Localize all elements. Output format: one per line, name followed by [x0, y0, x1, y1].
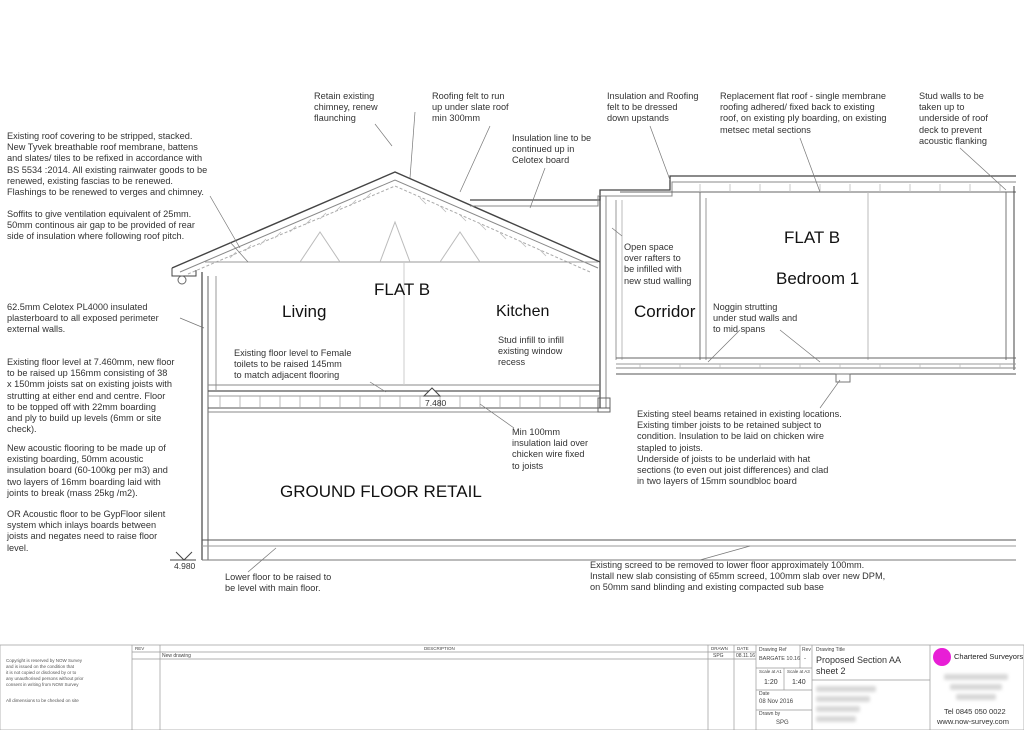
scale-a1-value: 1:20 — [764, 679, 778, 686]
level-upper: 7.480 — [425, 398, 447, 408]
note-female-toilets: Existing floor level to Female toilets to be raised 145mm to match adjacent flooring — [234, 348, 352, 381]
room-label-kitchen: Kitchen — [496, 303, 550, 320]
drawn-header: DRAWN — [711, 646, 728, 651]
note-existing-floor-level: Existing floor level at 7.460mm, new floor to be raised up 156mm consisting of 38 x 150mm joists sat on existing joists with strutting at either end and centre. Floor to be topped off with 22mm boarding and ply to build up levels (6mm or site check). — [7, 357, 175, 435]
level-lower: 4.980 — [174, 561, 196, 571]
note-celotex: 62.5mm Celotex PL4000 insulated plasterboard to all exposed perimeter external walls. — [7, 302, 159, 335]
room-label-living: Living — [282, 302, 327, 321]
scale-a3-label: Scale at A3 — [787, 669, 810, 674]
brand-logo-icon — [933, 648, 951, 666]
note-flat-roof: Replacement flat roof - single membrane roofing adhered/ fixed back to existing roof, on existing ply boarding, on existing metsec metal sections — [720, 91, 887, 135]
note-roofing-felt: Roofing felt to run up under slate roof min 300mm — [432, 91, 509, 124]
room-label-bedroom: Bedroom 1 — [776, 269, 860, 288]
note-screed: Existing screed to be removed to lower floor approximately 100mm. Install new slab consisting of 65mm screed, 100mm slab over new DPM, on 50mm sand blinding and existing compacted sub base — [590, 560, 886, 593]
dimensions-note: All dimensions to be checked on site — [6, 698, 79, 703]
revision-row-date: 08.11.16 — [736, 653, 756, 659]
rev-label: Rev — [802, 647, 811, 653]
redacted-client-line — [816, 686, 876, 692]
drawn-by-label: Drawn by — [759, 711, 781, 717]
redacted-client-line — [816, 696, 870, 702]
rev-header: REV — [135, 646, 145, 651]
redacted-address-line — [950, 684, 1002, 690]
note-insulation-line: Insulation line to be continued up in Celotex board — [512, 133, 592, 166]
note-chimney: Retain existing chimney, renew flaunching — [314, 91, 378, 124]
brand-name: Chartered Surveyors — [954, 652, 1024, 661]
redacted-client-line — [816, 706, 860, 712]
redacted-address-line — [944, 674, 1008, 680]
note-acoustic-flooring: New acoustic flooring to be made up of existing boarding, 50mm acoustic insulation board (60-100kg per m3) and two layers of 16mm boarding laid with joints to break (mass 25kg /m2). — [7, 443, 168, 498]
revision-row-description: New drawing — [162, 653, 191, 659]
flat-roof — [470, 176, 1016, 200]
copyright-notice: Copyright is reserved by NOW Survey and is issued on the condition that it is not copied or disclosed by or to any unauthorised persons without prior consent in writing from NOW Survey — [6, 658, 84, 687]
note-existing-roof: Existing roof covering to be stripped, stacked. New Tyvek breathable roof membrane, battens and slates/ tiles to be refixed in accordance with BS 5534 :2014. All existing rainwater goods to be renewed, existing fascias to be renewed. Flashings to be renewed to verges and chimney. — [7, 131, 208, 198]
note-open-space: Open space over rafters to be infilled with new stud walling — [624, 242, 692, 286]
date-value: 08 Nov 2016 — [759, 699, 794, 705]
drawing-ref-label: Drawing Ref — [759, 647, 787, 653]
redacted-address-line — [956, 694, 996, 700]
description-header: DESCRIPTION — [424, 646, 455, 651]
note-stud-walls-up: Stud walls to be taken up to underside of roof deck to prevent acoustic flanking — [919, 91, 988, 146]
scale-a3-value: 1:40 — [792, 679, 806, 686]
drawing-title-label: Drawing Title — [816, 647, 845, 653]
scale-a1-label: Scale at A1 — [759, 669, 782, 674]
note-gypfloor: OR Acoustic floor to be GypFloor silent system which inlays boards between joists and negates need to raise floor level. — [7, 509, 166, 553]
contact-web[interactable]: www.now-survey.com — [937, 717, 1009, 726]
revision-row-drawn: SPG — [713, 653, 724, 659]
drawing-ref-value: BARGATE 10.16 — [759, 656, 801, 662]
redacted-client-line — [816, 716, 856, 722]
room-label-flat-b-right: FLAT B — [784, 228, 841, 247]
date-label: Date — [759, 691, 770, 697]
note-soffits: Soffits to give ventilation equivalent of 25mm. 50mm continous air gap to be provided of rear side of insulation where following roof pitch. — [7, 209, 195, 242]
note-min-insulation: Min 100mm insulation laid over chicken wire fixed to joists — [512, 427, 589, 471]
rev-value: - — [804, 656, 806, 662]
note-stud-infill: Stud infill to infill existing window recess — [498, 335, 564, 368]
note-lower-floor: Lower floor to be raised to be level with main floor. — [225, 572, 332, 594]
room-label-retail: GROUND FLOOR RETAIL — [280, 482, 482, 501]
contact-tel: Tel 0845 050 0022 — [944, 707, 1006, 716]
room-label-corridor: Corridor — [634, 302, 696, 321]
drawing-title: Proposed Section AA sheet 2 — [816, 655, 902, 676]
note-noggin: Noggin strutting under stud walls and to mid spans — [713, 302, 798, 335]
room-label-flat-b: FLAT B — [374, 280, 431, 299]
note-steel-beams: Existing steel beams retained in existing locations. Existing timber joists to be retained subject to condition. Insulation to be laid on chicken wire stapled to joists. Underside of joists to be underlaid with hat sections (to even out joist differences) and clad in two layers of 15mm soundbloc board — [637, 409, 842, 487]
note-insulation-roofing: Insulation and Roofing felt to be dressed down upstands — [607, 91, 699, 124]
drawn-by-value: SPG — [776, 720, 789, 726]
date-header: DATE — [737, 646, 749, 651]
